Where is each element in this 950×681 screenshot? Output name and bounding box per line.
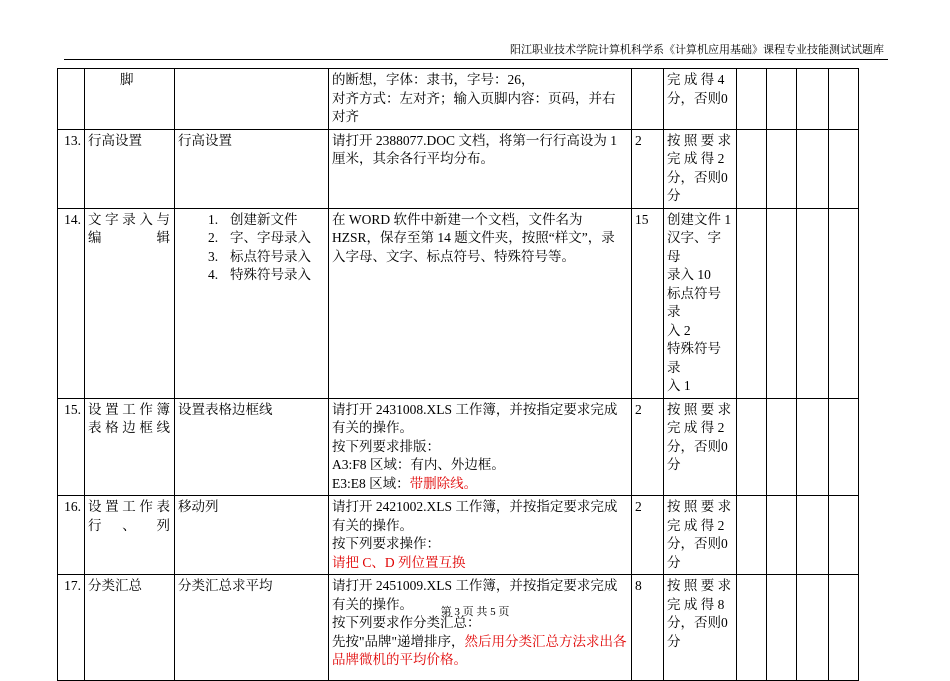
requirement-line: 先按"品牌"递增排序，然后用分类汇总方法求出各品牌微机的平均价格。 [332, 633, 627, 667]
blank-cell [829, 496, 859, 575]
blank-cell [737, 208, 767, 398]
requirement-line: 按下列要求操作： [332, 536, 440, 551]
question-table [57, 68, 859, 681]
content-cell [175, 69, 329, 130]
blank-cell [797, 129, 829, 208]
scoring-cell: 创建文件 1 汉字、字母 录入 10 标点符号录 入 2 特殊符号录 入 1 [664, 208, 737, 398]
list-item: 2. 字、字母录入 [208, 230, 311, 245]
points-cell: 2 [632, 398, 664, 496]
item-name: 分类汇总 [85, 575, 175, 681]
blank-cell [767, 496, 797, 575]
requirement-cell [329, 398, 632, 496]
requirement-cell [329, 208, 632, 398]
blank-cell [737, 496, 767, 575]
content-cell: 移动列 [175, 496, 329, 575]
item-name: 脚 [85, 69, 175, 130]
scoring-cell: 按 照 要 求 完 成 得 2 分，否则0 分 [664, 496, 737, 575]
blank-cell [737, 129, 767, 208]
blank-cell [797, 398, 829, 496]
points-cell: 8 [632, 575, 664, 681]
requirement-cell [329, 496, 632, 575]
blank-cell [797, 208, 829, 398]
content-cell: 设置表格边框线 [175, 398, 329, 496]
row-number: 17. [58, 575, 85, 681]
scoring-cell: 完 成 得 4 分，否则0 [664, 69, 737, 130]
item-name: 设置工作表行、列 [85, 496, 175, 575]
header-divider [64, 59, 888, 60]
requirement-line: 请打开 2388077.DOC 文档，将第一行行高设为 1 厘米，其余各行平均分布。 [332, 132, 618, 166]
row-number: 16. [58, 496, 85, 575]
points-cell: 15 [632, 208, 664, 398]
item-name: 行高设置 [85, 129, 175, 208]
blank-cell [737, 398, 767, 496]
row-number: 14. [58, 208, 85, 398]
blank-cell [767, 575, 797, 681]
blank-cell [829, 575, 859, 681]
row-number: 15. [58, 398, 85, 496]
points-cell: 2 [632, 129, 664, 208]
requirement-line: 在 WORD 软件中新建一个文档，文件名为 HZSR，保存至第 14 题文件夹，按照“样文”，录入字母、文字、标点符号、特殊符号等。 [332, 211, 615, 264]
list-item: 4. 特殊符号录入 [208, 267, 311, 282]
requirement-cell [329, 69, 632, 130]
blank-cell [767, 69, 797, 130]
content-cell [175, 208, 329, 398]
blank-cell [767, 398, 797, 496]
requirement-line: A3:F8 区域：有内、外边框。 [332, 457, 505, 472]
requirement-line: 请打开 2421002.XLS 工作簿，并按指定要求完成有关的操作。 [332, 499, 618, 533]
list-item: 3. 标点符号录入 [208, 248, 311, 264]
blank-cell [829, 69, 859, 130]
list-item: 1. 创建新文件 [208, 211, 298, 227]
blank-cell [829, 208, 859, 398]
scoring-cell: 按 照 要 求 完 成 得 8 分，否则0 分 [664, 575, 737, 681]
table-row [58, 575, 859, 681]
table-row [58, 208, 859, 398]
requirement-line: 按下列要求作分类汇总： [332, 615, 481, 630]
table-row [58, 69, 859, 130]
row-number: 13. [58, 129, 85, 208]
blank-cell [829, 129, 859, 208]
requirement-line: 对齐方式：左对齐；输入页脚内容：页码，并右对齐 [332, 90, 616, 124]
item-name: 设置工作簿表格边框线 [85, 398, 175, 496]
scoring-cell: 按 照 要 求 完 成 得 2 分，否则0 分 [664, 398, 737, 496]
content-cell: 分类汇总求平均 [175, 575, 329, 681]
requirement-cell [329, 575, 632, 681]
blank-cell [737, 575, 767, 681]
blank-cell [797, 69, 829, 130]
content-cell: 行高设置 [175, 129, 329, 208]
table-row [58, 129, 859, 208]
requirement-line: 按下列要求排版： [332, 438, 440, 454]
requirement-cell [329, 129, 632, 208]
blank-cell [767, 208, 797, 398]
requirement-line: E3:E8 区域：带删除线。 [332, 475, 478, 491]
requirement-line: 的断想，字体：隶书，字号：26， [332, 72, 535, 87]
page-number: 第 3 页 共 5 页 [440, 606, 510, 618]
blank-cell [767, 129, 797, 208]
row-number [58, 69, 85, 130]
table-row [58, 398, 859, 496]
table-row [58, 496, 859, 575]
blank-cell [829, 398, 859, 496]
header-title: 阳江职业技术学院计算机科学系《计算机应用基础》课程专业技能测试试题库 [510, 44, 884, 56]
content-list [178, 211, 325, 285]
scoring-cell: 按 照 要 求 完 成 得 2 分，否则0 分 [664, 129, 737, 208]
blank-cell [737, 69, 767, 130]
requirement-line: 请打开 2451009.XLS 工作簿，并按指定要求完成有关的操作。 [332, 578, 618, 612]
points-cell [632, 69, 664, 130]
points-cell: 2 [632, 496, 664, 575]
blank-cell [797, 496, 829, 575]
item-name: 文字录入与编辑 [85, 208, 175, 398]
requirement-line: 请打开 2431008.XLS 工作簿，并按指定要求完成有关的操作。 [332, 401, 618, 435]
requirement-line: 请把 C、D 列位置互换 [332, 554, 466, 570]
blank-cell [797, 575, 829, 681]
